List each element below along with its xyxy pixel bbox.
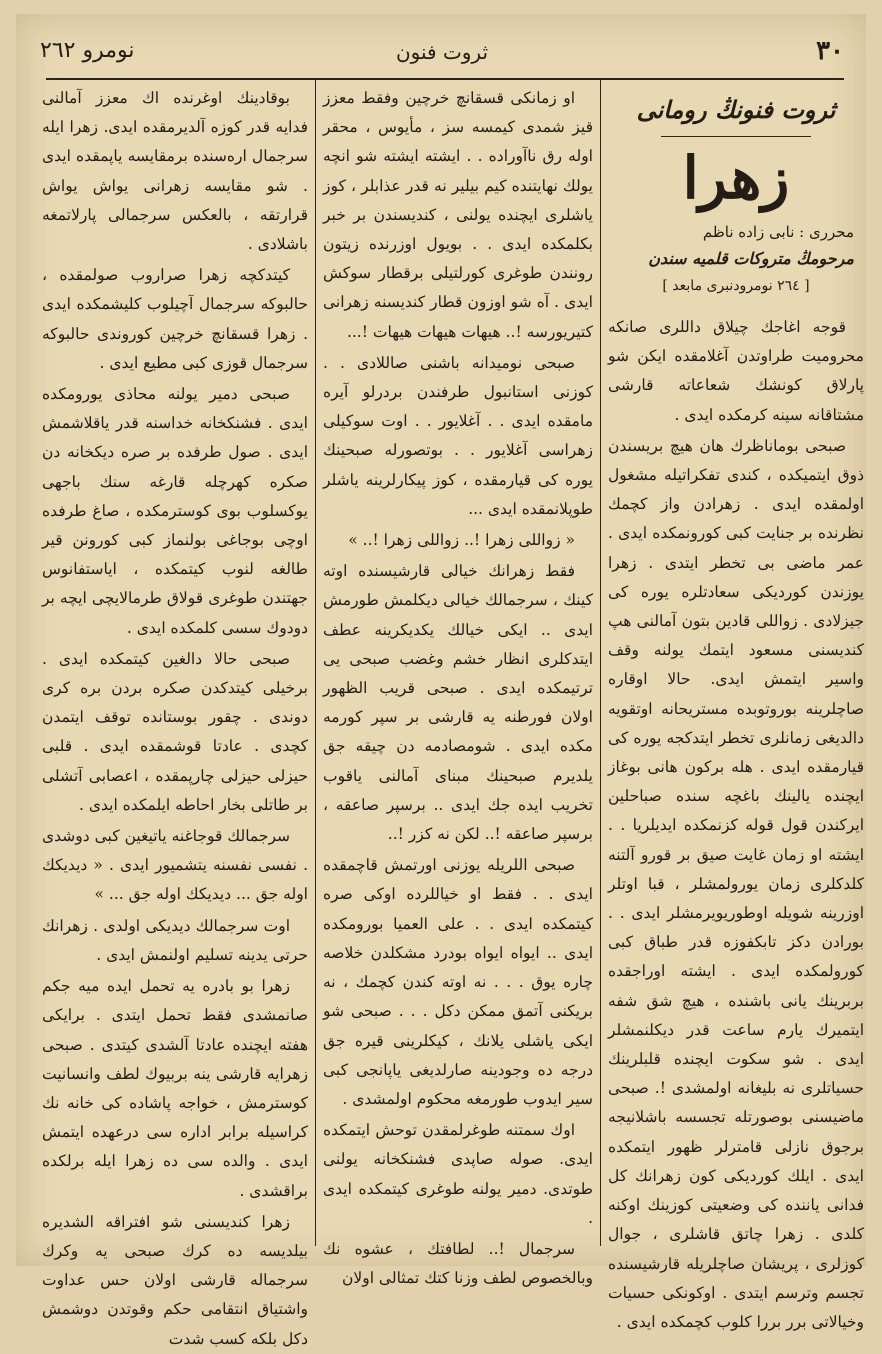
author-line: محرری : نابی زاده ناظم [702, 223, 854, 241]
paragraph: او زمانكی قسقانچ خرچین وفقط معزز قیز شمدی كیمسه سز ، مأیوس ، محقر اوله رق ناآورادە . . ایشته ایشته شو انچه یولك نهایتنده كیم بیلیر نه قدر عذابلر ، كوز یاشلری ایچنده یولنی ، كندیسندن بر خبر بكلمكده ایدی . . بویول اوزرنده زیتون رونندن طوغری كورلتیلی برقطار سوكش ایدی . آه شو اوزون قطار كندیسنه زهرانی كتیریورسه !.. هیهات هیهات هیهات !... [323, 89, 593, 341]
paragraph: بوقادینك اوغرنده اك معزز آمالنی فدایه قدر كوزه آلدیرمقده ایدی. زهرا ایله سرجمال ارەسنده برمقایسه یاپمقده ایدی . شو مقایسه زهرانی یواش یواش قرارتقه ، بالعكس سرجمالی پارلاتمغه باشلادی . [42, 89, 308, 254]
paragraph: اوك سمتنه طوغرلمقدن توحش ایتمكده ایدی. صوله صاپدی فشنكخانه یولنی طوتدی. دمیر یولنه طوغری كیتمكده ایدی . [323, 1121, 593, 1227]
continuation-note: [ ٢٦٤ نومرودنبری مابعد ] [662, 278, 810, 294]
paragraph: زهرا بو بادره یه تحمل ایده میه جكم صانمشدی فقط تحمل ایتدی . برایكی هفته ایچنده عادتا آلشدی كیتدی . صبحی زهرایه قارشی ینه بربیوك لطف وانسانیت كوسترمش ، خواجه پاشاده كی خانه نك كراسیله برابر اداره سی درعهده ایتمش ایدی . والده سی ده زهرا ایله برلكده براقشدی . [42, 977, 308, 1200]
issue-label: نومرو ٢٦٢ [40, 38, 135, 63]
source-line: مرحومڭ متروكات قلمیه سندن [648, 249, 854, 268]
header-rule [46, 78, 844, 80]
masthead-divider [661, 136, 811, 137]
column-right [608, 84, 864, 1331]
column-divider-left [315, 80, 316, 1246]
column-divider-right [600, 80, 601, 1246]
paragraph: « زواللی زهرا !.. زواللی زهرا !.. » [348, 531, 575, 550]
column-left [42, 84, 308, 1348]
paragraph: فقط زهرانك خیالی قارشیسنده اوته كینك ، سرجمالك خیالی دیكلمش طورمش ایدی .. ایكی خیالك یكدیكرینه عطف ایتدكلری انظار خشم وغضب صبحی یی ترتیمكده ایدی . صبحی قریب الظهور اولان فورطنه یه قارشی بر سپر كورمه مكده ایدی . شومصادمه دن چیقه جق یلدیرم صبحینك مبنای آمالنی یاقوب تخریب ایده جك ایدی .. برسپر صاعقه ، برسپر صاعقه !.. لكن نه كزر !.. [323, 562, 593, 844]
paragraph: صبحی اللریله یوزنی اورتمش قاچمقده ایدی . . فقط او خیاللرده اوكی صره كیتمكده ایدی . . علی العمیا بورومكده ایدی .. ایواه ایواه بودرد مشكلدن خلاصه چاره یوق . . . نه اوته كندن كچمك ، نه بریكنی آتمق ممكن دكل . . . صبحی شو ایكی یاشلی یلانك ، كیكلرینی قیره جق درجه ده وجودینه صارلدیغی یاپانجی كبی سیر ایدوب طورمغه محكوم اولمشدی . [323, 856, 593, 1108]
journal-title: ثروت فنون [395, 40, 489, 64]
paragraph: قوجه اغاجك چیلاق داللری صانكه محرومیت طراوتدن آغلامقده ایكن شو پارلاق كونشك شعاعاته قارشی مشتاقانه سینه كرمكده ایدی . [608, 318, 864, 424]
paragraph: اوت سرجمالك دیدیكی اولدی . زهرانك حرتی یدینه تسلیم اولنمش ایدی . [42, 916, 308, 964]
masthead-brand: ثروت فنونڭ رومانی [636, 95, 836, 124]
paragraph: صبحی نومیدانه باشنی صاللادی . . كوزنی استانبول طرفندن بردرلو آیره مامقده ایدی . . آغلایور . . اوت سوكیلی زهراسی آغلایور . . بوتصورله صبحینك یوره كی قیارمقده ، كوز پیكارلرینه یاشلر طوپلانمقده ایدی ... [323, 353, 593, 518]
paragraph: صبحی حالا دالغین كیتمكده ایدی . برخیلی كیتدكدن صكره بردن بره كری دوندی . چقور بوستانده توقف ایتمدن كچدی . عادتا قوشمقده ایدی . قلبی حیزلی حیزلی چارپمقده ، اعصابی آتشلی بر طاتلی بخار احاطه ایلمكده ایدی . [42, 649, 308, 814]
column-middle [323, 84, 593, 1288]
paragraph: صبحی بوماناظرك هان هیچ بریسندن ذوق ایتمیكده ، كندی تفكراتیله مشغول اولمقده ایدی . زهرادن واز كچمك نظرنده بر جنایت كبی كورونمكده ایدی . عمر ماضی بی تخطر ایتدی . زهرا یوزندن كوردیكی سعادتلره یوره كی جیزلادی . زواللی قادین بتون آمالنی هپ كندیسنی مسعود ایتمك یولنه وقف واسیر ایتمش ایدی. حالا اوقاره صاچلرینه بوروتوبده مستریحانه اوتقویه دالدیغی زمانلری تخطر ایتدكجه یوره كی قیارمقده ایدی . هله بركون هانی بوغاز ایچنده یالینك باغچه سنده صباحلین ایركندن قول قوله كزنمكده ایدیلریا . . ایشته او زمان غایت صیق بر قورو آلتنه كلدكلری زمان یورولمشلر ، قبا اوتلر اوزرینه شویله اوطوریویرمشلر ایدی . . بورادن دكز تابكفوزه قدر طباق كبی كورولمكده ایدی . ایشته اوراجقده بربرینك یانی باشنده ، هیچ شق شفه ایتمیرك یارم ساعت قدر دیكلنمشلر ایدی . شو سكوت ایچنده قلبلرینك حسیاتلری نه بلیغانه اولمشدی !. صبحی ماضیسنی بوصورتله تجسسه باشلانیجه برجوق نازلی قامترلر ظهور ایتمكده ایدی . ایلك كوردیكی كون زهرانك كل فدانی یاننده كی وضعیتی كوزینك اوكنه كلدی . زهرا چاتق قاشلری ، جوال كوزلری ، پریشان صاچلریله قارشیسنده تجسم وترسم ایتدی . اوكونكی حسیات وخیالاتی برر بررا كلوب كچمكده ایدی . [608, 436, 864, 1331]
story-title: زهرا [682, 144, 790, 212]
paragraph: صبحی دمیر یولنه محاذی یورومكده ایدی . فشنكخانه خداسنه قدر یاقلاشمش ایدی . صول طرفده بر صره دیكخانه دن صكره كهرچله قارغه سنك باجهی یوكسلوب بوی كوسترمكده ، صاغ طرفده اوچی بوجاغی بولنماز كبی كورونن قیر طالغه لنوب كیتمكده ، ایاستفانوس جهتندن طوغری قولاق طرمالایچی ایچه بر دودوك سسی كلمكده ایدی . [42, 385, 308, 637]
page-header [40, 36, 844, 76]
paragraph: سرجمال !.. لطافتك ، عشوه نك وبالخصوص لطف وزنا كتك تمثالی اولان [323, 1239, 593, 1288]
newspaper-page [16, 14, 866, 1348]
paragraph: سرجمالك قوجاغنه یاتیغین كبی دوشدی . نفسی نفسنه یتشمیور ایدی . « دیدیكك اوله جق ... دیدیكك اوله جق ... » [42, 827, 308, 904]
page-number: ٣٠ [816, 36, 844, 66]
paragraph: زهرا كندیسنی شو افتراقه الشدیره بیلدیسه ده كرك صبحی یه وكرك سرجماله قارشی اولان حس عداوت واشتیاق انتقامی حكم وقوتدن دوشمش دكل بلكه كسب شدت [42, 1212, 308, 1348]
story-masthead [608, 84, 864, 299]
paragraph: كیتدكچه زهرا صراروب صولمقده ، حالبوكه سرجمال آچیلوب كلیشمكده ایدی . زهرا قسقانچ خرچین كوروندی حالبوكه سرجمال قوزی كبی مطیع ایدی . [42, 266, 308, 372]
